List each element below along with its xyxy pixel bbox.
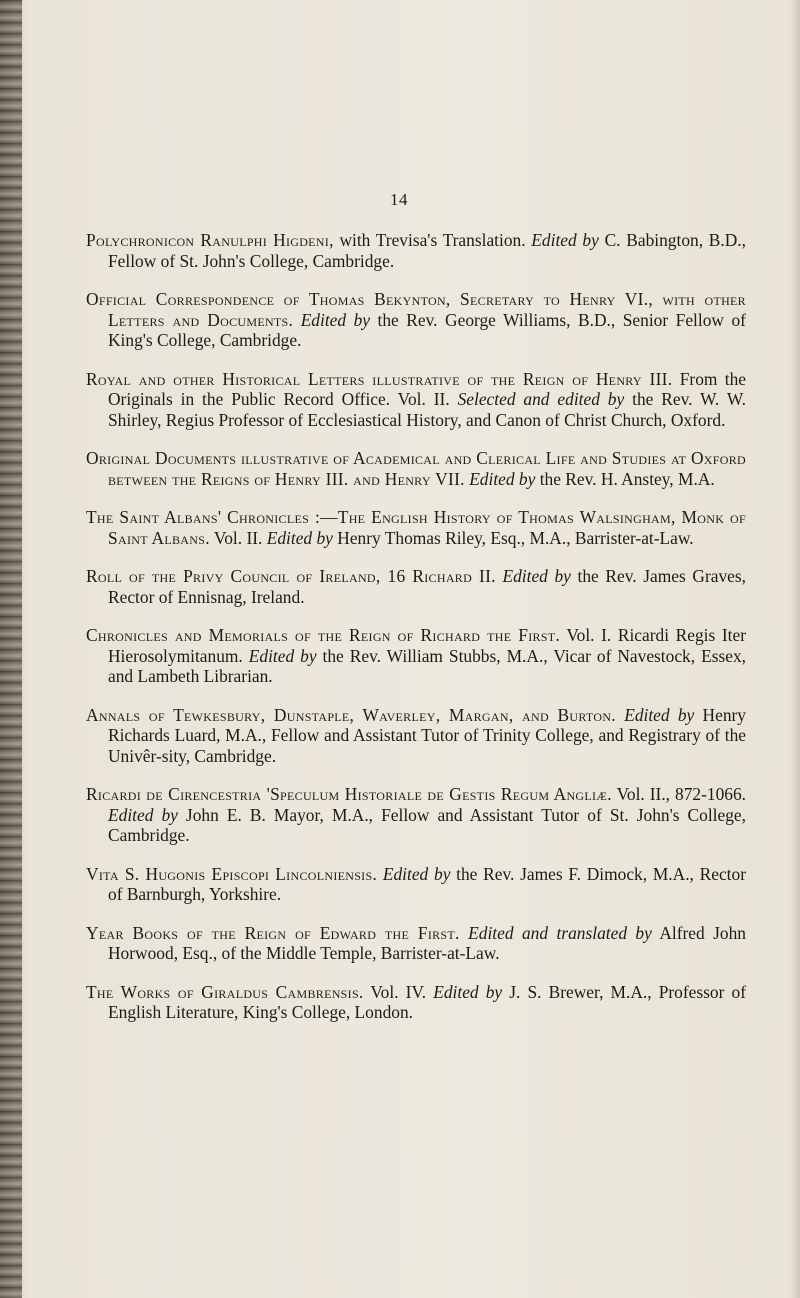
entry-title: Year Books of the Reign of Edward the First. xyxy=(86,922,460,943)
entry-editor-label: Selected and edited by xyxy=(457,389,625,409)
entry-title: The Works of Giraldus Cambrensis. xyxy=(86,981,364,1002)
entry-details: Vol. II. xyxy=(209,527,267,548)
entry-editor: the Rev. W. W. Shirley, Regius Professor of Ecclesiastical History, and Canon of Christ Church, Oxford. xyxy=(108,389,746,430)
catalogue-entry xyxy=(86,448,746,489)
entry-details xyxy=(460,923,468,943)
entry-details: Vol. I. Ricardi Regis Iter Hierosolymitanum. xyxy=(108,625,746,666)
entry-editor-label: Edited by xyxy=(108,804,178,825)
entry-title: Chronicles and Memorials of the Reign of Richard the First. xyxy=(86,625,561,645)
entry-title: Roll of the Privy Council of Ireland, 16 Richard II. xyxy=(86,566,496,586)
entry-editor-label: Edited by xyxy=(266,527,333,548)
entry-editor-label: Edited by xyxy=(248,645,317,666)
entry-editor: the Rev. H. Anstey, M.A. xyxy=(535,468,715,489)
entry-details: Vol. IV. xyxy=(363,981,434,1002)
catalogue-entry xyxy=(86,507,746,548)
entry-title: Original Documents illustrative of Academical and Clerical Life and Studies at Oxford between the Reigns of Henry III. and Henry VII. xyxy=(86,448,746,489)
entry-editor: C. Babington, B.D., Fellow of St. John's College, Cambridge. xyxy=(108,230,746,271)
entry-editor-label: Edited by xyxy=(531,230,599,250)
entry-details: with Trevisa's Translation. xyxy=(333,230,532,250)
page-right-edge xyxy=(790,0,800,1298)
entry-details xyxy=(293,310,301,330)
catalogue-entries xyxy=(86,230,746,1041)
page-number: 14 xyxy=(390,190,408,209)
entry-editor-label: Edited by xyxy=(433,981,503,1002)
catalogue-entry xyxy=(86,705,746,767)
entry-editor-label: Edited by xyxy=(382,863,451,884)
entry-editor: the Rev. George Williams, B.D., Senior Fellow of King's College, Cambridge. xyxy=(108,309,746,350)
entry-editor-label: Edited by xyxy=(624,704,695,725)
catalogue-entry xyxy=(86,784,746,846)
entry-editor: Henry Thomas Riley, Esq., M.A., Barrister-at-Law. xyxy=(332,527,694,548)
entry-editor: J. S. Brewer, M.A., Professor of English Literature, King's College, London. xyxy=(108,981,746,1022)
entry-editor: the Rev. James Graves, Rector of Ennisnag, Ireland. xyxy=(108,566,746,607)
entry-title: Royal and other Historical Letters illustrative of the Reign of Henry III. xyxy=(86,368,673,389)
catalogue-entry xyxy=(86,230,746,271)
entry-title: The Saint Albans' Chronicles :—The English History of Thomas Walsingham, Monk of Saint Albans. xyxy=(86,507,746,548)
catalogue-entry xyxy=(86,369,746,431)
entry-editor-label: Edited and translated by xyxy=(468,922,652,943)
catalogue-entry xyxy=(86,864,746,905)
catalogue-entry xyxy=(86,923,746,964)
entry-details: From the Originals in the Public Record Office. Vol. II. xyxy=(108,368,746,409)
entry-editor: the Rev. William Stubbs, M.A., Vicar of Navestock, Essex, and Lambeth Librarian. xyxy=(108,645,746,686)
catalogue-entry xyxy=(86,982,746,1023)
entry-title: Official Correspondence of Thomas Bekynton, Secretary to Henry VI., with other Letters and Documents. xyxy=(86,289,746,330)
entry-title: Polychronicon Ranulphi Higdeni, xyxy=(86,230,334,250)
entry-editor: Alfred John Horwood, Esq., of the Middle Temple, Barrister-at-Law. xyxy=(108,922,746,963)
entry-title: Annals of Tewkesbury, Dunstaple, Waverley, Margan, and Burton. xyxy=(86,704,616,725)
entry-details: Vol. II., 872-1066. xyxy=(611,784,747,804)
entry-editor-label: Edited by xyxy=(300,309,371,330)
entry-editor-label: Edited by xyxy=(502,566,571,586)
entry-editor: Henry Richards Luard, M.A., Fellow and Assistant Tutor of Trinity College, and Registrary of the Univêr-sity, Cambridge. xyxy=(108,704,746,766)
entry-editor-label: Edited by xyxy=(469,468,536,489)
page-binding-edge xyxy=(0,0,22,1298)
entry-title: Ricardi de Cirencestria 'Speculum Historiale de Gestis Regum Angliæ. xyxy=(86,784,612,804)
catalogue-entry xyxy=(86,289,746,351)
entry-editor: John E. B. Mayor, M.A., Fellow and Assistant Tutor of St. John's College, Cambridge. xyxy=(108,804,746,845)
catalogue-entry xyxy=(86,625,746,687)
entry-editor: the Rev. James F. Dimock, M.A., Rector of Barnburgh, Yorkshire. xyxy=(108,863,746,904)
entry-details xyxy=(616,705,624,725)
catalogue-entry xyxy=(86,566,746,607)
entry-title: Vita S. Hugonis Episcopi Lincolniensis. xyxy=(86,863,378,884)
